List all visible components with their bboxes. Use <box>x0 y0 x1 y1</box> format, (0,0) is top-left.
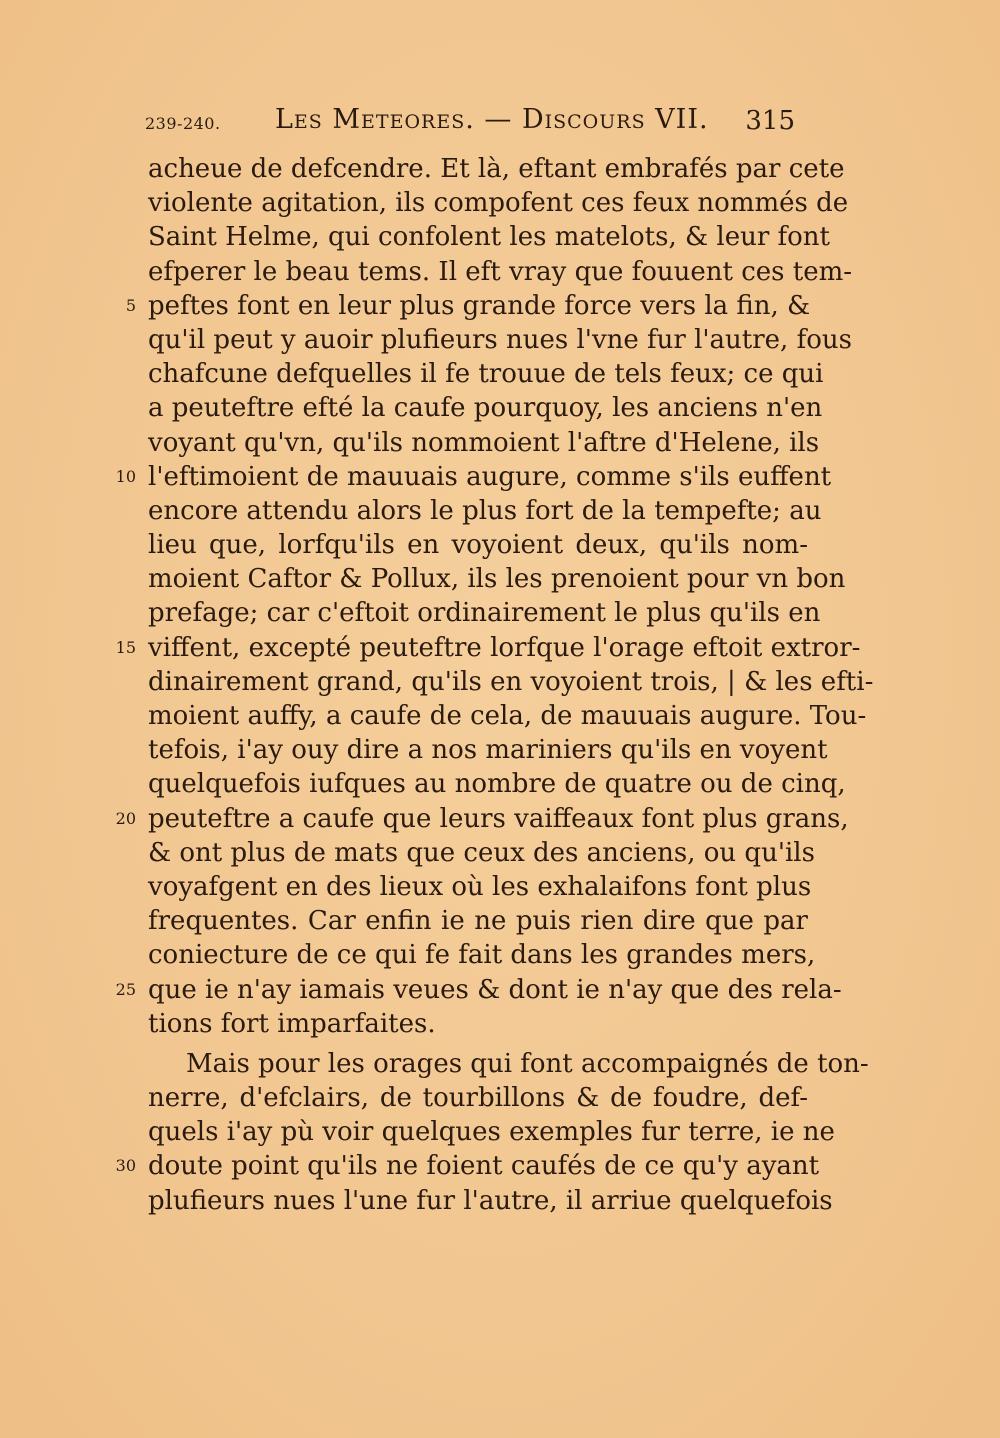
line-text: plufieurs nues l'une fur l'autre, il arriue quelquefois <box>148 1185 833 1216</box>
text-line <box>148 1081 808 1115</box>
line-text: voyant qu'vn, qu'ils nommoient l'aftre d'Helene, ils <box>148 427 820 458</box>
line-text: encore attendu alors le plus fort de la tempefte; au <box>148 495 822 526</box>
line-text: que ie n'ay iamais veues & dont ie n'ay que des rela- <box>148 974 842 1005</box>
line-text: voyafgent en des lieux où les exhalaifons font plus <box>148 871 812 902</box>
line-text: chafcune defquelles il fe trouue de tels feux; ce qui <box>148 359 824 390</box>
line-text: frequentes. Car enfin ie ne puis rien dire que par <box>148 906 808 937</box>
line-text: Saint Helme, qui confolent les matelots, & leur font <box>148 222 831 253</box>
text-line <box>148 255 853 289</box>
line-number: 15 <box>115 637 136 657</box>
text-line <box>148 870 812 904</box>
header-title: Les Meteores. — Discours VII. <box>275 104 709 135</box>
line-text: Mais pour les orages qui font accompaignés de ton- <box>186 1048 869 1079</box>
line-text: prefage; car c'eftoit ordinairement le plus qu'ils en <box>148 598 821 629</box>
text-line <box>148 562 846 596</box>
line-text: viffent, excepté peuteftre lorfque l'orage eftoit extror- <box>148 632 861 663</box>
line-text: tefois, i'ay ouy dire a nos mariniers qu'ils en voyent <box>148 735 828 766</box>
text-line <box>148 938 816 972</box>
page-number: 315 <box>745 106 795 136</box>
text-line <box>148 323 852 357</box>
text-line <box>148 528 808 562</box>
line-number: 25 <box>115 979 136 999</box>
line-text: quels i'ay pù voir quelques exemples fur terre, ie ne <box>148 1117 835 1148</box>
line-text: moient Caftor & Pollux, ils les prenoient pour vn bon <box>148 564 846 595</box>
line-text: tions fort imparfaites. <box>148 1008 436 1039</box>
text-line <box>148 767 846 801</box>
line-text: peuteftre a caufe que leurs vaiffeaux font plus grans, <box>148 803 849 834</box>
text-line <box>148 699 867 733</box>
text-line <box>148 836 815 870</box>
line-number: 10 <box>115 466 136 486</box>
line-text: a peuteftre efté la caufe pourquoy, les anciens n'en <box>148 393 823 424</box>
line-text: dinairement grand, qu'ils en voyoient trois, | & les efti- <box>148 666 874 697</box>
text-line <box>148 186 849 220</box>
line-text: qu'il peut y auoir plufieurs nues l'vne fur l'autre, fous <box>148 324 852 355</box>
text-line <box>148 357 824 391</box>
text-line <box>148 596 821 630</box>
line-text: doute point qu'ils ne foient caufés de ce qu'y ayant <box>148 1151 820 1182</box>
text-line <box>148 904 808 938</box>
line-text: coniecture de ce qui fe fait dans les grandes mers, <box>148 940 816 971</box>
text-line <box>115 1149 820 1183</box>
text-line <box>115 631 861 665</box>
line-text: l'eftimoient de mauuais augure, comme s'ils euffent <box>148 461 832 492</box>
text-line <box>148 494 822 528</box>
text-line <box>148 152 845 186</box>
line-text: moient auffy, a caufe de cela, de mauuais augure. Tou- <box>148 701 867 731</box>
line-number: 20 <box>115 808 136 828</box>
line-number: 30 <box>115 1156 136 1176</box>
text-line <box>148 1115 835 1149</box>
text-line <box>148 220 831 254</box>
line-text: nerre, d'efclairs, de tourbillons & de foudre, def- <box>148 1083 808 1114</box>
text-line <box>148 426 820 460</box>
running-header <box>145 104 805 140</box>
header-page-range: 239-240. <box>145 114 221 133</box>
line-text: peftes font en leur plus grande force vers la fin, & <box>148 290 811 321</box>
text-line <box>125 289 811 323</box>
text-line <box>148 733 828 767</box>
text-line <box>148 1007 808 1041</box>
text-line <box>115 460 832 494</box>
line-text: violente agitation, ils compofent ces feux nommés de <box>148 188 849 219</box>
line-text: quelquefois iufques au nombre de quatre ou de cinq, <box>148 769 846 800</box>
line-number: 5 <box>125 295 136 315</box>
text-line <box>148 1184 833 1218</box>
body-text <box>115 152 874 1218</box>
paragraph-start-line <box>148 1047 869 1081</box>
text-line <box>148 391 823 425</box>
text-line <box>115 802 849 836</box>
line-text: lieu que, lorfqu'ils en voyoient deux, qu'ils nom- <box>148 530 808 561</box>
text-line <box>148 665 874 699</box>
line-text: efperer le beau tems. Il eft vray que fouuent ces tem- <box>148 256 853 287</box>
line-text: acheue de defcendre. Et là, eftant embrafés par cete <box>148 154 845 184</box>
text-line <box>115 973 842 1007</box>
line-text: & ont plus de mats que ceux des anciens, ou qu'ils <box>148 837 815 868</box>
